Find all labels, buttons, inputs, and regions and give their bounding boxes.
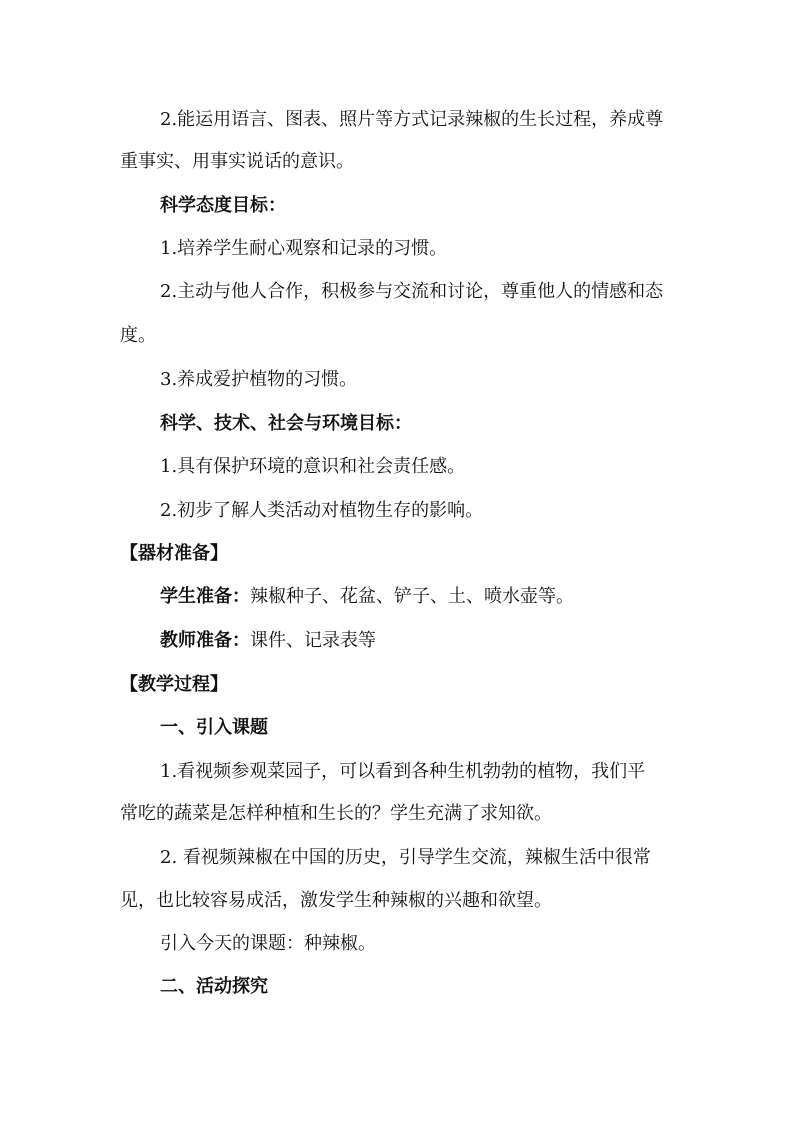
section-heading-stse: 科学、技术、社会与环境目标： [160, 413, 412, 434]
intro-topic-line: 引入今天的课题：种辣椒。 [160, 933, 376, 954]
section-heading-process: 【教学过程】 [120, 674, 228, 695]
intro-item-2-line-1: 2. 看视频辣椒在中国的历史，引导学生交流，辣椒生活中很常 [160, 847, 651, 868]
attitude-item-2-line-1: 2.主动与他人合作，积极参与交流和讨论，尊重他人的情感和态 [160, 281, 664, 302]
section-heading-science-attitude: 科学态度目标： [160, 195, 286, 216]
section-heading-materials: 【器材准备】 [120, 543, 228, 564]
stse-item-1: 1.具有保护环境的意识和社会责任感。 [160, 456, 466, 477]
attitude-item-1: 1.培养学生耐心观察和记录的习惯。 [160, 238, 448, 259]
subheading-activity: 二、活动探究 [160, 976, 268, 997]
attitude-item-2-line-2: 度。 [120, 325, 156, 346]
teacher-materials-label: 教师准备： [160, 630, 250, 651]
teacher-materials-text: 课件、记录表等 [250, 630, 376, 651]
student-materials-line [160, 585, 574, 609]
attitude-item-3: 3.养成爱护植物的习惯。 [160, 369, 358, 390]
subheading-introduction: 一、引入课题 [160, 717, 268, 738]
intro-item-1-line-2: 常吃的蔬菜是怎样种植和生长的？学生充满了求知欲。 [120, 803, 552, 824]
teacher-materials-line [160, 629, 376, 653]
intro-item-1-line-1: 1.看视频参观菜园子，可以看到各种生机勃勃的植物，我们平 [160, 761, 646, 782]
intro-item-2-line-2: 见，也比较容易成活，激发学生种辣椒的兴趣和欲望。 [120, 890, 552, 911]
goal-item-2-line-2: 重事实、用事实说话的意识。 [120, 151, 354, 172]
goal-item-2-line-1: 2.能运用语言、图表、照片等方式记录辣椒的生长过程，养成尊 [160, 109, 664, 130]
student-materials-label: 学生准备： [160, 586, 250, 607]
stse-item-2: 2.初步了解人类活动对植物生存的影响。 [160, 500, 484, 521]
student-materials-text: 辣椒种子、花盆、铲子、土、喷水壶等。 [250, 586, 574, 607]
